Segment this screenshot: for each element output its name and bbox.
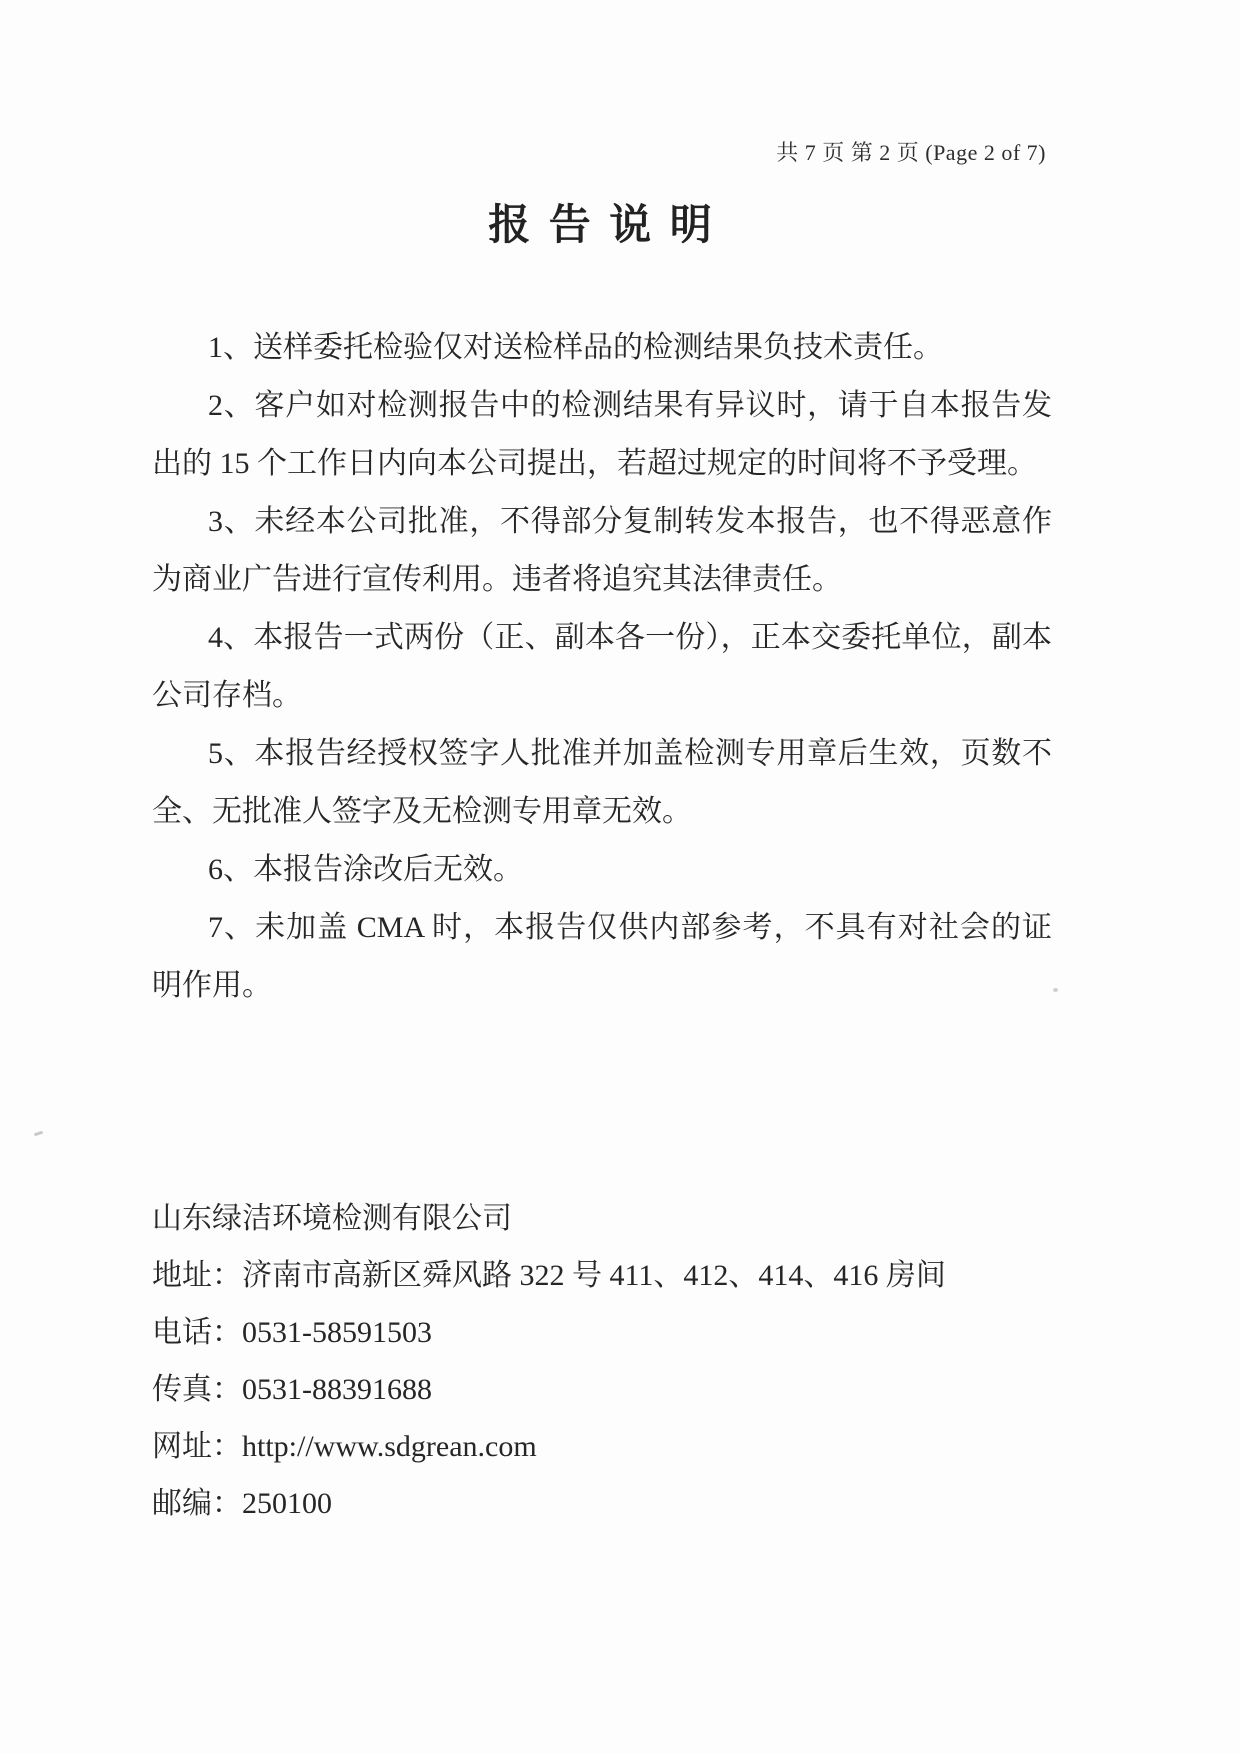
- company-phone-label: 电话：: [152, 1316, 242, 1349]
- company-phone-value: 0531-58591503: [242, 1316, 432, 1349]
- company-fax-line: [152, 1361, 1102, 1418]
- company-postcode-label: 邮编：: [152, 1487, 242, 1520]
- company-address-value: 济南市高新区舜风路 322 号 411、412、414、416 房间: [242, 1259, 946, 1292]
- scan-speck: [34, 1131, 43, 1137]
- company-address-line: [152, 1247, 1102, 1304]
- note-item-3: 3、未经本公司批准，不得部分复制转发本报告，也不得恶意作为商业广告进行宣传利用。违者将追究其法律责任。: [152, 505, 1052, 596]
- company-fax-value: 0531-88391688: [242, 1373, 432, 1406]
- company-website-value: http://www.sdgrean.com: [242, 1430, 537, 1463]
- note-item-1: 1、送样委托检验仅对送检样品的检测结果负技术责任。: [208, 331, 943, 364]
- report-notes-section: [152, 319, 1052, 1015]
- note-item-6: 6、本报告涂改后无效。: [208, 853, 523, 886]
- page-number: 共 7 页 第 2 页 (Page 2 of 7): [776, 140, 1046, 165]
- company-website-label: 网址：: [152, 1430, 242, 1463]
- note-item-2: 2、客户如对检测报告中的检测结果有异议时，请于自本报告发出的 15 个工作日内向本公司提出，若超过规定的时间将不予受理。: [152, 389, 1052, 480]
- company-info-block: [152, 1190, 1102, 1532]
- company-address-label: 地址：: [152, 1259, 242, 1292]
- note-item-5: 5、本报告经授权签字人批准并加盖检测专用章后生效，页数不全、无批准人签字及无检测专用章无效。: [152, 737, 1052, 828]
- company-postcode-value: 250100: [242, 1487, 332, 1520]
- note-item-4: 4、本报告一式两份（正、副本各一份），正本交委托单位，副本公司存档。: [152, 621, 1052, 712]
- note-item-7: 7、未加盖 CMA 时，本报告仅供内部参考，不具有对社会的证明作用。: [152, 911, 1052, 1002]
- page-title: 报 告 说 明: [488, 203, 716, 249]
- company-website-line: [152, 1418, 1102, 1475]
- company-name: 山东绿洁环境检测有限公司: [152, 1202, 512, 1235]
- company-fax-label: 传真：: [152, 1373, 242, 1406]
- scan-speck: [1053, 988, 1058, 992]
- company-postcode-line: [152, 1475, 1102, 1532]
- company-phone-line: [152, 1304, 1102, 1361]
